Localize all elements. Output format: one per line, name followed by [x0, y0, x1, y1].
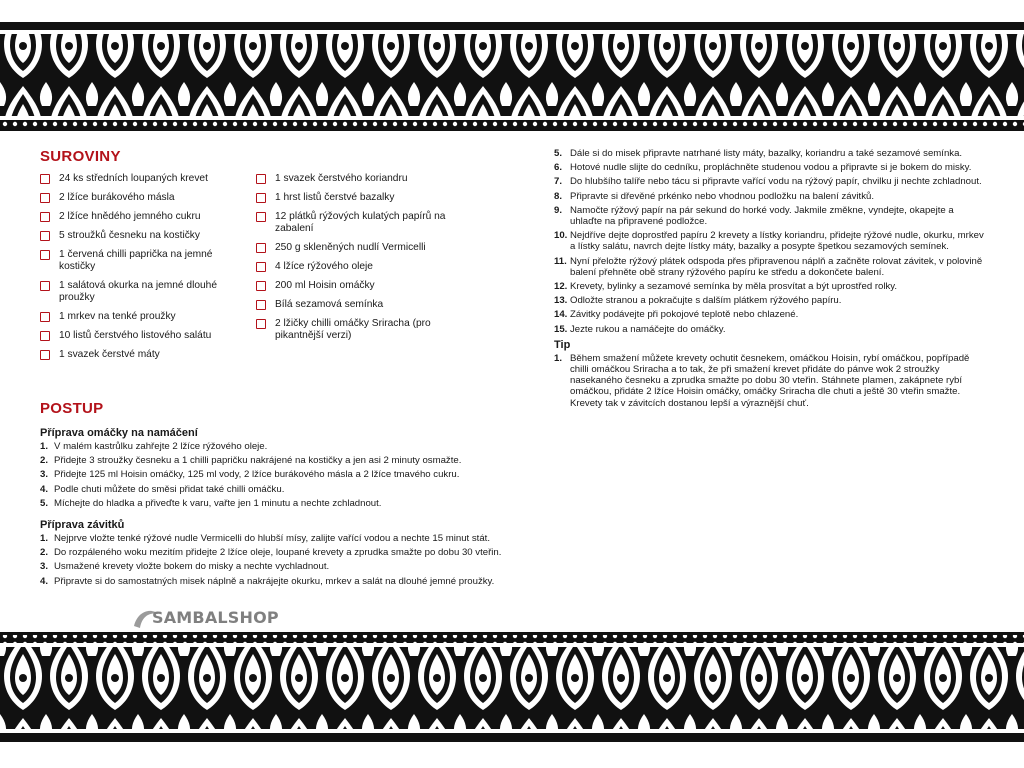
step: 8. Připravte si dřevěné prkénko nebo vhodnou podložku na balení závitků.	[554, 190, 874, 202]
right-column	[554, 148, 984, 412]
ingredient-item: 1 mrkev na tenké proužky	[40, 311, 240, 323]
step: 5. Dále si do misek připravte natrhané listy máty, bazalky, koriandru a také sezamové semínka.	[554, 148, 963, 159]
recipe-content	[40, 148, 984, 630]
ingredient-item: 5 stroužků česneku na kostičky	[40, 230, 240, 242]
step: 4. Připravte si do samostatných misek náplně a nakrájejte okurku, mrkev a salát na dlouhé jemné proužky.	[40, 575, 495, 587]
checkbox[interactable]	[256, 193, 266, 203]
ingredients-list	[40, 173, 520, 388]
method-section	[40, 400, 520, 587]
step: 12. Krevety, bylinky a sezamové semínka by měla prosvítat a být uprostřed rolky.	[554, 281, 898, 293]
step: 15. Jezte rukou a namáčejte do omáčky.	[554, 323, 726, 335]
top-ornament-band	[0, 0, 1024, 135]
left-column	[40, 148, 520, 590]
checkbox[interactable]	[40, 312, 50, 322]
ingredients-column-b	[256, 173, 456, 349]
ingredient-item: 10 listů čerstvého listového salátu	[40, 330, 240, 342]
checkbox[interactable]	[256, 281, 266, 291]
sauce-subheading: Příprava omáčky na namáčení	[40, 427, 198, 439]
checkbox[interactable]	[40, 231, 50, 241]
ingredient-item: Bílá sezamová semínka	[256, 299, 456, 311]
checkbox[interactable]	[40, 212, 50, 222]
brand-name: SAMBALSHOP	[152, 608, 279, 627]
ingredients-column-a	[40, 173, 240, 368]
ingredient-item: 2 lžíce burákového másla	[40, 192, 240, 204]
checkbox[interactable]	[40, 250, 50, 260]
step: 3. Usmažené krevety vložte bokem do misky a nechte vychladnout.	[40, 561, 330, 573]
ingredient-item: 1 svazek čerstvé máty	[40, 349, 240, 361]
checkbox[interactable]	[256, 174, 266, 184]
checkbox[interactable]	[256, 262, 266, 272]
ingredient-item: 1 salátová okurka na jemné dlouhé proužky	[40, 280, 240, 304]
bottom-ornament-band	[0, 632, 1024, 768]
step: 2. Do rozpáleného woku mezitím přidejte 2 lžíce oleje, loupané krevety a zprudka smažte po dobu 30 vteřin.	[40, 547, 502, 559]
ingredient-item: 24 ks středních loupaných krevet	[40, 173, 240, 185]
rolls-subheading: Příprava závitků	[40, 519, 125, 532]
checkbox[interactable]	[40, 174, 50, 184]
ingredient-item: 200 ml Hoisin omáčky	[256, 280, 456, 292]
step: 7. Do hlubšího talíře nebo tácu si připravte vařící vodu na rýžový papír, chvilku ji nechte zchladnout.	[554, 176, 982, 188]
step: 6. Hotové nudle slijte do cedníku, propláchněte studenou vodou a připravte si je bokem do misky.	[554, 162, 972, 174]
step: 9. Namočte rýžový papír na pár sekund do horké vody. Jakmile změkne, vyndejte, okapejte a uhlaďte na připravené podložce.	[554, 204, 954, 228]
checkbox[interactable]	[256, 212, 266, 222]
step: 1. V malém kastrůlku zahřejte 2 lžíce rýžového oleje.	[40, 441, 268, 452]
checkbox[interactable]	[256, 243, 266, 253]
checkbox[interactable]	[40, 281, 50, 291]
step: 5. Míchejte do hladka a přiveďte k varu, vařte jen 1 minutu a nechte zchladnout.	[40, 497, 382, 509]
ingredient-item: 2 lžíce hnědého jemného cukru	[40, 211, 240, 223]
step: 13. Odložte stranou a pokračujte s dalším plátkem rýžového papíru.	[554, 295, 842, 307]
step: 10. Nejdříve dejte doprostřed papíru 2 krevety a lístky koriandru, přidejte rýžové nudle, okurku, mrkev a lístky salátu, navrch dejte lístky máty, bazalky a posypte špetkou sezamových semínek.	[554, 230, 984, 253]
ingredient-item: 250 g skleněných nudlí Vermicelli	[256, 242, 456, 254]
tip-item: 1. Během smažení můžete krevety ochutit česnekem, omáčkou Hoisin, rybí omáčkou, popřípadě chilli omáčkou Sriracha a to tak, že při smažení krevet přidáte do pánve wok 2 stroužky nasekaného česneku a zprudka smažte po dobu 30 vteřin. Stáhnete plamen, zakápnete rybí omáčkou, přidáte 2 lžíce Hoisin omáčky, omáčky Sriracha dle chuti a ještě 30 vteřin smažte. Krevety tak v závitcích dostanou lepší a výraznější chuť.	[554, 352, 970, 409]
step: 1. Nejprve vložte tenké rýžové nudle Vermicelli do hlubší mísy, zalijte vařící vodou a nechte 15 minut stát.	[40, 533, 491, 545]
step: 4. Podle chuti můžete do směsi přidat také chilli omáčku.	[40, 483, 285, 495]
method-heading: POSTUP	[40, 400, 104, 417]
ingredient-item: 1 hrst listů čerstvé bazalky	[256, 192, 456, 204]
ornament-pattern-top	[0, 0, 1024, 135]
step: 2. Přidejte 3 stroužky česneku a 1 chilli papričku nakrájené na kostičky a jen asi 2 minuty osmažte.	[40, 455, 462, 467]
step: 14. Závitky podávejte při pokojové teplotě nebo chlazené.	[554, 309, 799, 321]
checkbox[interactable]	[40, 193, 50, 203]
tip-heading: Tip	[554, 338, 571, 351]
checkbox[interactable]	[40, 331, 50, 341]
ingredient-item: 12 plátků rýžových kulatých papírů na zabalení	[256, 211, 456, 235]
ingredient-item: 1 červená chilli paprička na jemné kostičky	[40, 249, 240, 273]
step: 11. Nyní přeložte rýžový plátek odspoda přes připravenou náplň a začněte rolovat závitek, v polovině balení přehněte obě strany rýžového papíru ke středu a dokončete balení.	[554, 255, 983, 278]
ingredients-heading: SUROVINY	[40, 148, 121, 165]
checkbox[interactable]	[256, 300, 266, 310]
ingredient-item: 1 svazek čerstvého koriandru	[256, 173, 456, 185]
ingredient-item: 2 lžičky chilli omáčky Sriracha (pro pikantnější verzi)	[256, 318, 456, 342]
ingredient-item: 4 lžíce rýžového oleje	[256, 261, 456, 273]
ornament-pattern-bottom	[0, 632, 1024, 768]
checkbox[interactable]	[40, 350, 50, 360]
step: 3. Přidejte 125 ml Hoisin omáčky, 125 ml vody, 2 lžíce burákového másla a 2 lžíce tmavého cukru.	[40, 469, 460, 481]
checkbox[interactable]	[256, 319, 266, 329]
